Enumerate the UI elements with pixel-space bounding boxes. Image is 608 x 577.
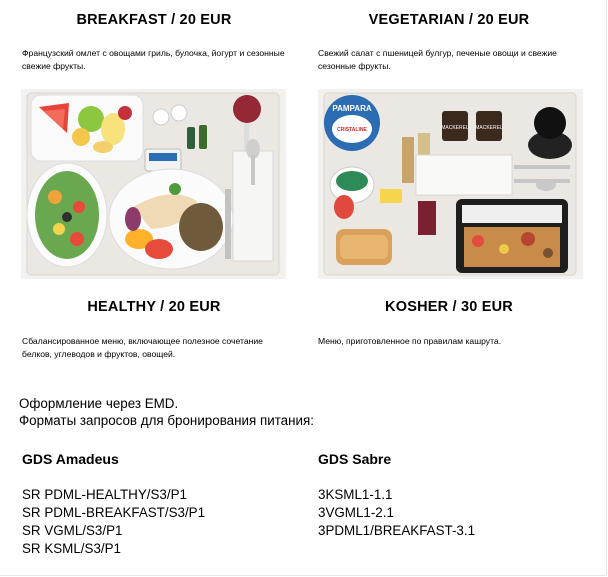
sabre-code: 3VGML1-2.1 bbox=[318, 505, 394, 520]
amadeus-code: SR KSML/S3/P1 bbox=[22, 541, 121, 556]
cristaline-label: CRISTALINE bbox=[337, 127, 367, 133]
pampara-label: PAMPARA bbox=[332, 104, 372, 113]
gds-sabre-heading: GDS Sabre bbox=[318, 451, 392, 467]
meal-title-healthy: HEALTHY / 20 EUR bbox=[87, 299, 221, 315]
meal-title-kosher: KOSHER / 30 EUR bbox=[385, 299, 513, 315]
meal-description-kosher: Меню, приготовленное по правилам кашрута. bbox=[318, 336, 502, 346]
meal-description-healthy: Сбалансированное меню, включающее полезное сочетание белков, углеводов и фруктов, овощей. bbox=[22, 336, 263, 359]
meal-title-vegetarian: VEGETARIAN / 20 EUR bbox=[368, 12, 530, 28]
meal-title-breakfast: BREAKFAST / 20 EUR bbox=[76, 12, 232, 28]
breakfast-tray-photo bbox=[21, 89, 286, 279]
mackerel-label-1: MACKEREL bbox=[441, 125, 469, 131]
emd-note: Оформление через EMD. bbox=[19, 396, 179, 411]
vegetarian-tray-photo bbox=[318, 89, 583, 279]
amadeus-code: SR PDML-HEALTHY/S3/P1 bbox=[22, 487, 187, 502]
meal-description-breakfast: Французский омлет с овощами гриль, булочка, йогурт и сезонные свежие фрукты. bbox=[22, 48, 285, 71]
mackerel-label-2: MACKEREL bbox=[475, 125, 503, 131]
sabre-code: 3KSML1-1.1 bbox=[318, 487, 393, 502]
amadeus-code: SR VGML/S3/P1 bbox=[22, 523, 123, 538]
meal-description-vegetarian: Свежий салат с пшеницей булгур, печеные овощи и свежие сезонные фрукты. bbox=[318, 48, 557, 71]
request-formats-note: Форматы запросов для бронирования питания: bbox=[19, 413, 314, 428]
sabre-code: 3PDML1/BREAKFAST-3.1 bbox=[318, 523, 476, 538]
amadeus-code: SR PDML-BREAKFAST/S3/P1 bbox=[22, 505, 206, 520]
gds-amadeus-heading: GDS Amadeus bbox=[22, 451, 119, 467]
